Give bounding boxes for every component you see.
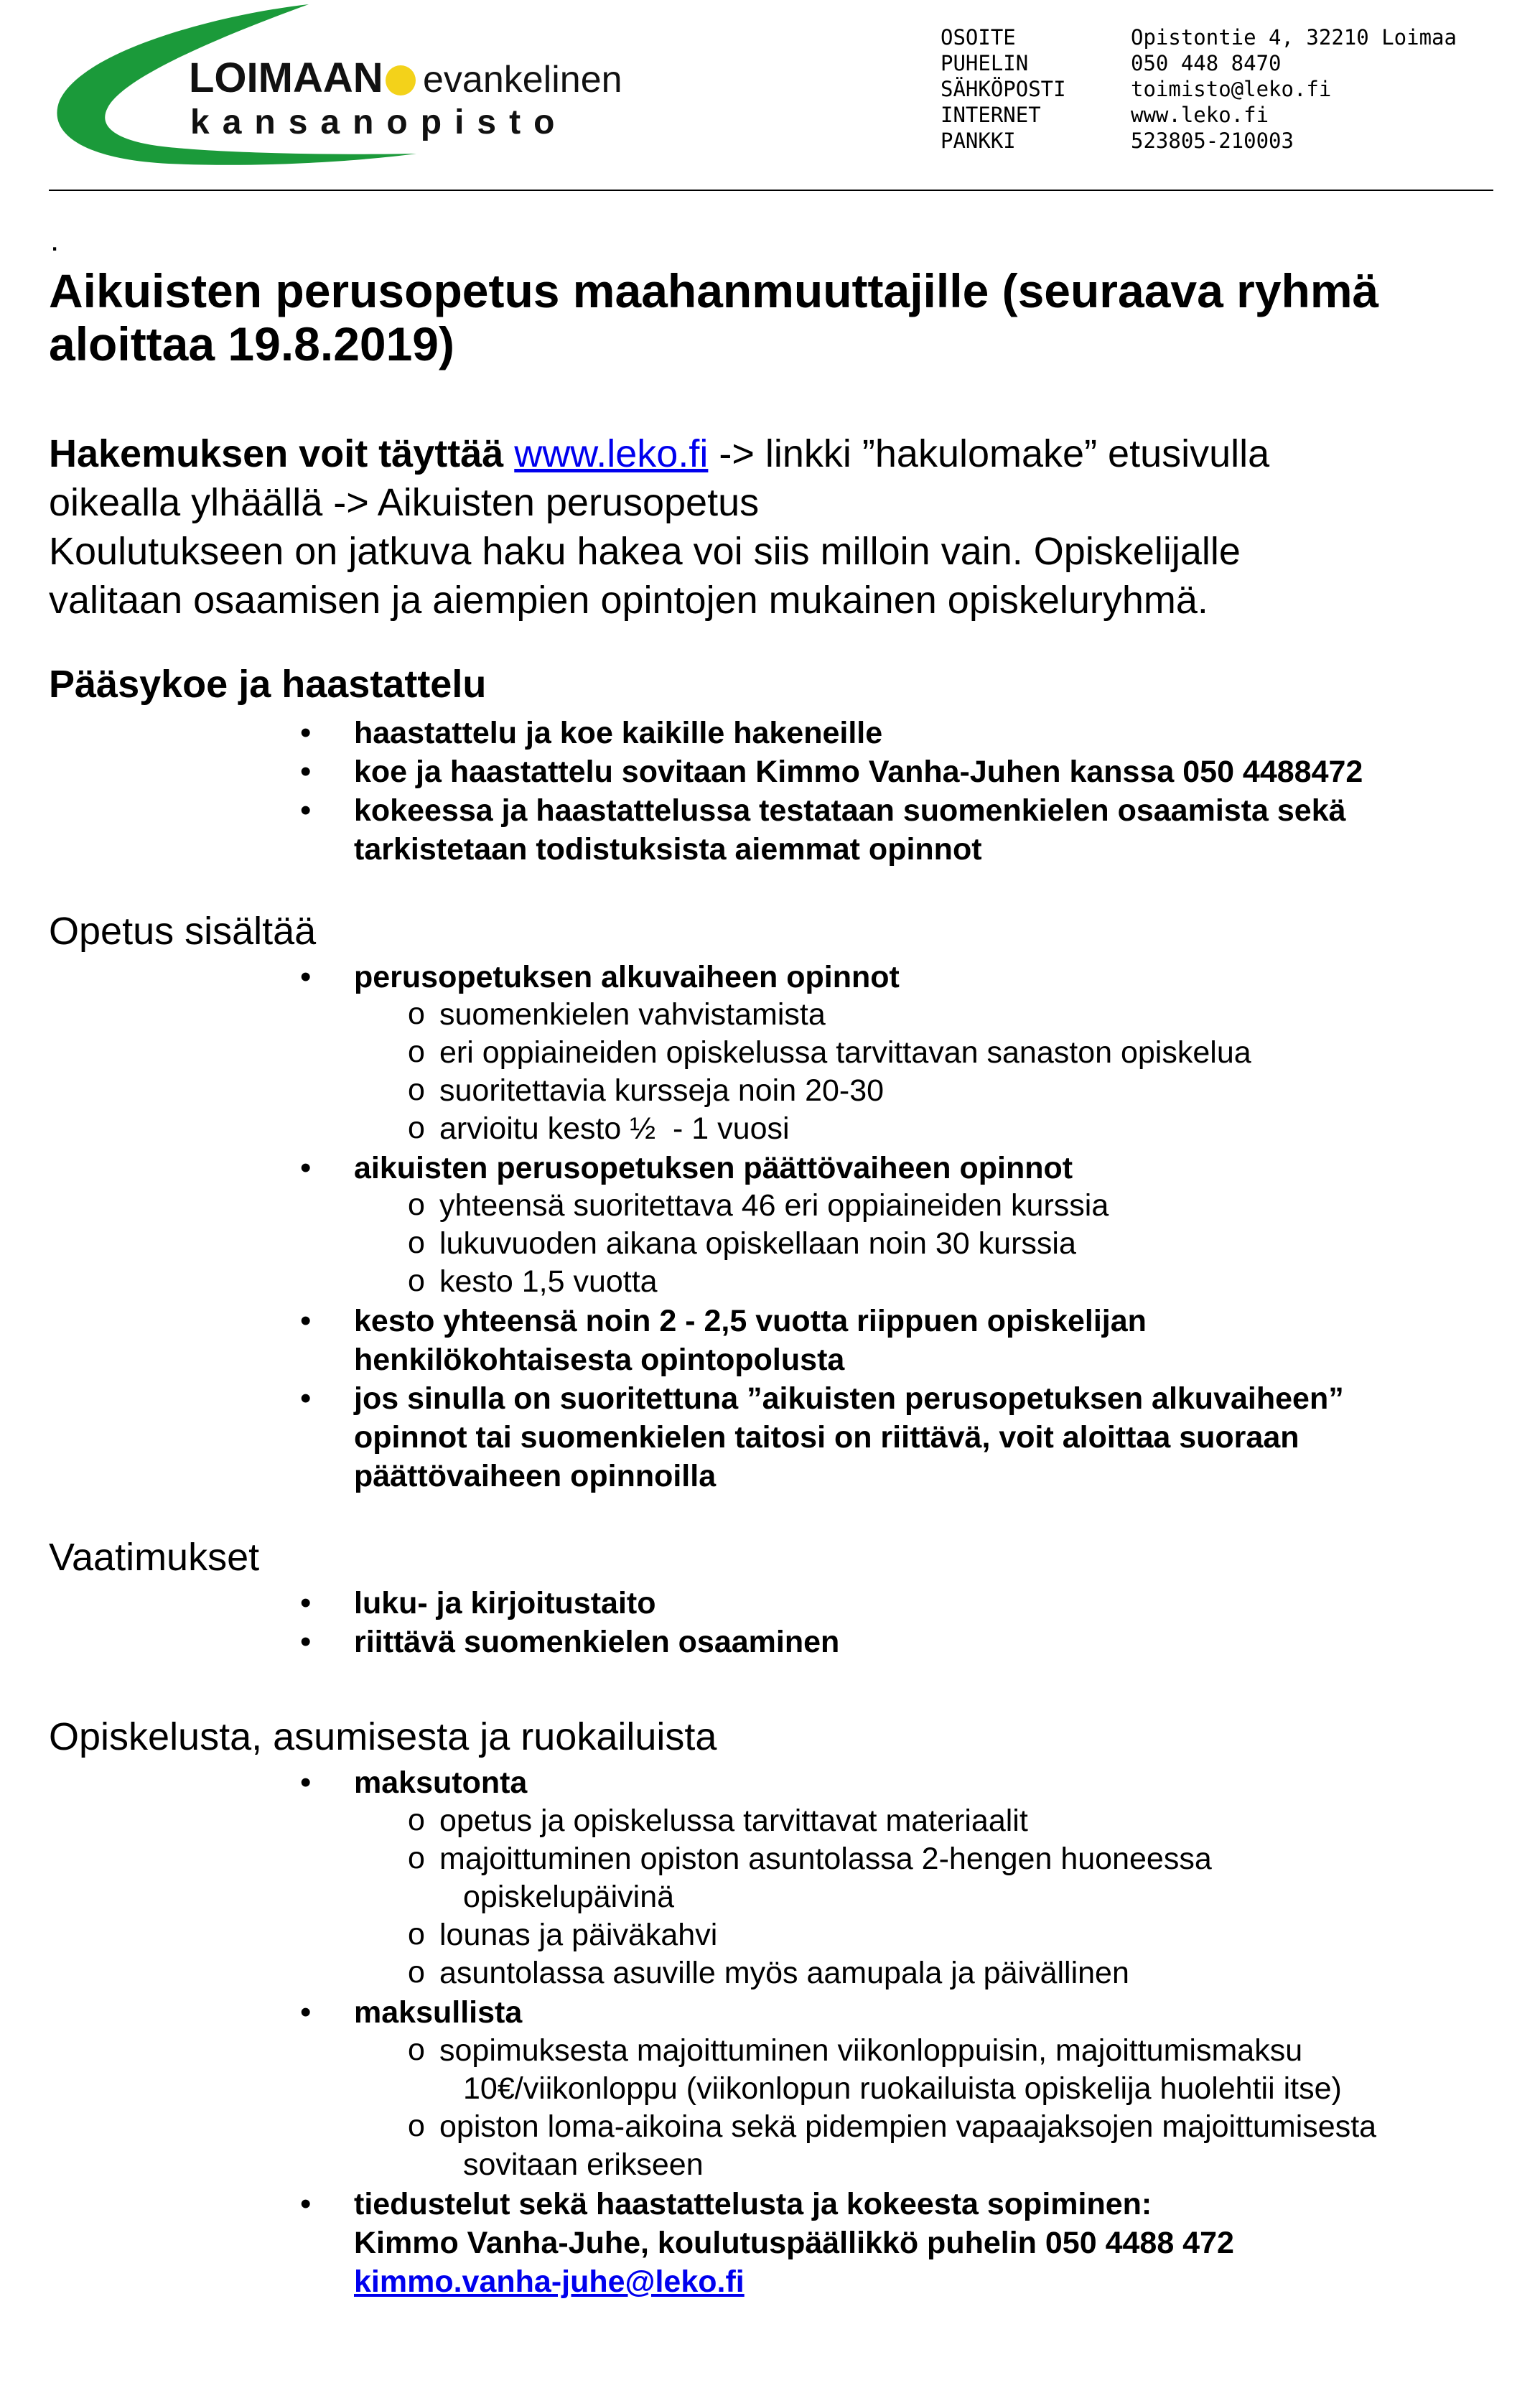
circle-bullet-icon: o <box>408 1955 425 1989</box>
s3-item-2: riittävä suomenkielen osaaminen <box>354 1625 840 1659</box>
s1-item-3b: tarkistetaan todistuksista aiemmat opinnot <box>354 832 982 867</box>
bullet-icon: • <box>300 1624 312 1659</box>
logo-line1-left: LOIMAAN <box>189 55 383 101</box>
circle-bullet-icon: o <box>408 1264 425 1298</box>
s2-b4-line2: opinnot tai suomenkielen taitosi on riittävä, voit aloittaa suoraan <box>354 1420 1299 1455</box>
s2-b2-sub-1: yhteensä suoritettava 46 eri oppiaineiden kurssia <box>439 1188 1109 1223</box>
s4-b1-sub-2-cont: opiskelupäivinä <box>463 1880 675 1914</box>
logo-line1-right: evankelinen <box>423 59 622 101</box>
circle-bullet-icon: o <box>408 997 425 1031</box>
s4-b2-sub-1: sopimuksesta majoittuminen viikonloppuisin, majoittumismaksu <box>439 2033 1303 2068</box>
bullet-icon: • <box>300 715 312 750</box>
bullet-icon: • <box>300 1381 312 1416</box>
bullet-icon: • <box>300 1995 312 2030</box>
section-title-teaching: Opetus sisältää <box>49 910 317 953</box>
contact-label-bank: PANKKI <box>941 129 1016 153</box>
s4-b3-line2: Kimmo Vanha-Juhe, koulutuspäällikkö puhelin 050 4488 472 <box>354 2226 1234 2260</box>
s4-b1-sub-2: majoittuminen opiston asuntolassa 2-hengen huoneessa <box>439 1842 1212 1876</box>
bullet-icon: • <box>300 959 312 994</box>
circle-bullet-icon: o <box>408 1188 425 1222</box>
s4-b2: maksullista <box>354 1995 523 2030</box>
bullet-icon: • <box>300 2186 312 2221</box>
apply-line2: oikealla ylhäällä -> Aikuisten perusopetus <box>49 481 760 524</box>
stray-dot: . <box>50 223 60 258</box>
s2-b2: aikuisten perusopetuksen päättövaiheen opinnot <box>354 1151 1073 1185</box>
circle-bullet-icon: o <box>408 1841 425 1875</box>
contact-value-phone: 050 448 8470 <box>1131 51 1282 75</box>
s2-b1-sub-1: suomenkielen vahvistamista <box>439 997 826 1032</box>
apply-line4: valitaan osaamisen ja aiempien opintojen mukainen opiskeluryhmä. <box>49 579 1208 622</box>
s4-b1-sub-3: lounas ja päiväkahvi <box>439 1918 718 1952</box>
s1-item-1: haastattelu ja koe kaikille hakeneille <box>354 716 883 750</box>
contact-email-link[interactable]: kimmo.vanha-juhe@leko.fi <box>354 2264 745 2299</box>
s1-item-2: koe ja haastattelu sovitaan Kimmo Vanha-Juhen kanssa 050 4488472 <box>354 755 1363 789</box>
s4-b1-sub-4: asuntolassa asuville myös aamupala ja päivällinen <box>439 1956 1129 1990</box>
s4-b2-sub-1-cont: 10€/viikonloppu (viikonlopun ruokailuista opiskelija huolehtii itse) <box>463 2071 1342 2106</box>
logo-line2: kansanopisto <box>190 103 568 141</box>
bullet-icon: • <box>300 1765 312 1800</box>
school-logo <box>54 0 622 172</box>
circle-bullet-icon: o <box>408 2033 425 2067</box>
s2-b4-line3: päättövaiheen opinnoilla <box>354 1459 717 1493</box>
contact-label-internet: INTERNET <box>941 103 1041 127</box>
s2-b4-line1: jos sinulla on suoritettuna ”aikuisten perusopetuksen alkuvaiheen” <box>354 1381 1344 1416</box>
section-title-requirements: Vaatimukset <box>49 1536 260 1579</box>
circle-bullet-icon: o <box>408 1226 425 1260</box>
circle-bullet-icon: o <box>408 1111 425 1145</box>
s2-b3-line2: henkilökohtaisesta opintopolusta <box>354 1343 845 1377</box>
s4-b1: maksutonta <box>354 1765 528 1800</box>
contact-value-email: toimisto@leko.fi <box>1131 77 1332 101</box>
contact-label-email: SÄHKÖPOSTI <box>941 77 1066 101</box>
s2-b2-sub-3: kesto 1,5 vuotta <box>439 1264 658 1299</box>
s2-b3-line1: kesto yhteensä noin 2 - 2,5 vuotta riippuen opiskelijan <box>354 1304 1147 1338</box>
page-title-line1: Aikuisten perusopetus maahanmuuttajille (seuraava ryhmä <box>49 264 1379 317</box>
contact-label-address: OSOITE <box>941 25 1016 50</box>
contact-value-internet: www.leko.fi <box>1131 103 1269 127</box>
s2-b1-sub-4: arvioitu kesto ½ - 1 vuosi <box>439 1111 790 1146</box>
s2-b2-sub-2: lukuvuoden aikana opiskellaan noin 30 kurssia <box>439 1226 1076 1261</box>
s4-b3-line1: tiedustelut sekä haastattelusta ja kokeesta sopiminen: <box>354 2187 1152 2221</box>
s3-item-1: luku- ja kirjoitustaito <box>354 1586 656 1620</box>
circle-bullet-icon: o <box>408 1035 425 1069</box>
leko-link[interactable]: www.leko.fi <box>514 432 709 475</box>
bullet-icon: • <box>300 1303 312 1338</box>
circle-bullet-icon: o <box>408 1073 425 1107</box>
apply-bold: Hakemuksen voit täyttää <box>49 432 515 475</box>
bullet-icon: • <box>300 1150 312 1185</box>
header-divider <box>49 190 1493 191</box>
circle-bullet-icon: o <box>408 1803 425 1837</box>
s4-b2-sub-2: opiston loma-aikoina sekä pidempien vapaajaksojen majoittumisesta <box>439 2109 1377 2144</box>
section-title-entrance: Pääsykoe ja haastattelu <box>49 663 487 706</box>
circle-bullet-icon: o <box>408 2109 425 2143</box>
circle-bullet-icon: o <box>408 1917 425 1951</box>
page-title-line2: aloittaa 19.8.2019) <box>49 317 454 370</box>
s4-b1-sub-1: opetus ja opiskelussa tarvittavat materiaalit <box>439 1804 1028 1838</box>
s2-b1-sub-2: eri oppiaineiden opiskelussa tarvittavan sanaston opiskelua <box>439 1035 1251 1070</box>
bullet-icon: • <box>300 793 312 828</box>
s2-b1-sub-3: suoritettavia kursseja noin 20-30 <box>439 1073 885 1108</box>
apply-line1 <box>49 429 1269 478</box>
bullet-icon: • <box>300 754 312 789</box>
apply-line3: Koulutukseen on jatkuva haku hakea voi siis milloin vain. Opiskelijalle <box>49 530 1241 573</box>
section-title-living: Opiskelusta, asumisesta ja ruokailuista <box>49 1715 717 1758</box>
s4-b2-sub-2-cont: sovitaan erikseen <box>463 2147 704 2182</box>
s1-item-3a: kokeessa ja haastattelussa testataan suomenkielen osaamista sekä <box>354 793 1346 828</box>
s2-b1: perusopetuksen alkuvaiheen opinnot <box>354 960 900 994</box>
bullet-icon: • <box>300 1585 312 1620</box>
contact-label-phone: PUHELIN <box>941 51 1029 75</box>
apply-rest: -> linkki ”hakulomake” etusivulla <box>708 432 1270 475</box>
contact-value-address: Opistontie 4, 32210 Loimaa <box>1131 25 1457 50</box>
logo-dot <box>386 65 416 95</box>
contact-value-bank: 523805-210003 <box>1131 129 1294 153</box>
